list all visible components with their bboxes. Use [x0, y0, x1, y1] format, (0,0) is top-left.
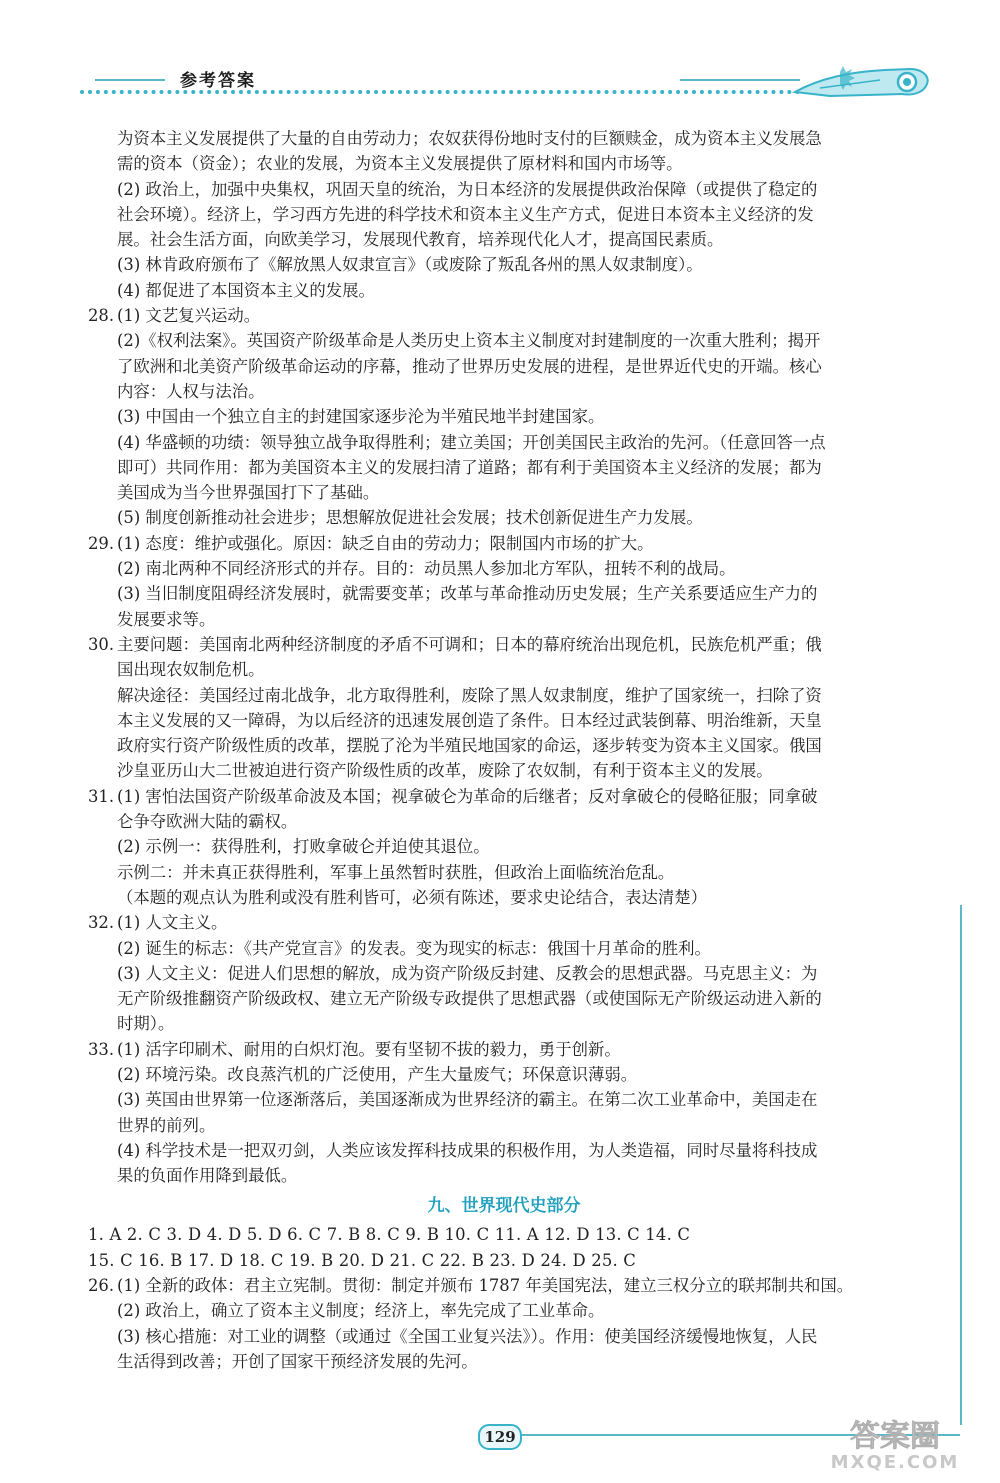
answer-text: (2) 政治上，加强中央集权，巩固天皇的统治，为日本经济的发展提供政治保障（或提供了稳定的	[117, 179, 818, 199]
answer-line	[88, 936, 920, 961]
answer-line	[88, 1163, 920, 1188]
answer-text: 国出现农奴制危机。	[117, 660, 265, 680]
answer-line	[88, 354, 920, 379]
answer-line	[88, 607, 920, 632]
answer-line	[88, 860, 920, 885]
answer-text: 政府实行资产阶级性质的改革，摆脱了沦为半殖民地国家的命运，逐步转变为资本主义国家。俄国	[117, 736, 822, 756]
answer-line	[88, 809, 920, 834]
answer-text: (2) 诞生的标志：《共产党宣言》的发表。变为现实的标志：俄国十月革命的胜利。	[117, 938, 711, 958]
answer-content	[88, 126, 920, 1374]
answer-text: 解决途径：美国经过南北战争，北方取得胜利，废除了黑人奴隶制度，维护了国家统一，扫除了资	[117, 685, 822, 705]
answer-line	[88, 480, 920, 505]
answer-text: (1) 文艺复兴运动。	[117, 306, 261, 326]
answer-text: 主要问题：美国南北两种经济制度的矛盾不可调和；日本的幕府统治出现危机，民族危机严重；俄	[117, 634, 822, 654]
question-number: 30.	[88, 634, 115, 654]
page-header	[70, 60, 930, 110]
answer-text: (3) 林肯政府颁布了《解放黑人奴隶宣言》（或废除了叛乱各州的黑人奴隶制度）。	[117, 255, 703, 275]
answer-text: (2) 示例一：获得胜利，打败拿破仑并迫使其退位。	[117, 837, 490, 857]
answer-text: (3) 英国由世界第一位逐渐落后，美国逐渐成为世界经济的霸主。在第二次工业革命中，美国走在	[117, 1090, 818, 1110]
answer-text: (5) 制度创新推动社会进步；思想解放促进社会发展；技术创新促进生产力发展。	[117, 508, 703, 528]
answer-line	[88, 758, 920, 783]
page-number: 129	[478, 1424, 522, 1450]
answer-text: (4) 都促进了本国资本主义的发展。	[117, 280, 375, 300]
answer-line	[88, 379, 920, 404]
answer-line	[88, 252, 920, 277]
answer-text: 仑争夺欧洲大陆的霸权。	[117, 812, 298, 832]
answer-text: (2) 南北两种不同经济形式的并存。目的：动员黑人参加北方军队，扭转不利的战局。	[117, 559, 736, 579]
answers-part-2	[88, 1273, 920, 1374]
header-rule-right	[680, 79, 800, 81]
answer-line	[88, 657, 920, 682]
header-title: 参考答案	[180, 71, 256, 91]
side-rule	[960, 905, 962, 1425]
header-rule-left	[95, 79, 165, 81]
answers-part-1	[88, 126, 920, 1188]
answer-text: 内容：人权与法治。	[117, 381, 265, 401]
watermark-bottom-text: MXQE.COM	[830, 1452, 960, 1472]
answer-text: 发展要求等。	[117, 609, 216, 629]
question-number: 31.	[88, 786, 115, 806]
answer-text: (3) 当旧制度阻碍经济发展时，就需要变革；改革与革命推动历史发展；生产关系要适应生产力的	[117, 584, 818, 604]
answer-text: 即可）共同作用：都为美国资本主义的发展扫清了道路；都有利于美国资本主义经济的发展；都为	[117, 457, 822, 477]
answer-text: 时期）。	[117, 1014, 175, 1034]
answer-text: (2) 政治上，确立了资本主义制度；经济上，率先完成了工业革命。	[117, 1301, 605, 1321]
choice-answer-line: 1. A 2. C 3. D 4. D 5. D 6. C 7. B 8. C 9. B 10. C 11. A 12. D 13. C 14. C	[88, 1225, 691, 1245]
answer-text: 本主义发展的又一障碍，为以后经济的迅速发展创造了条件。日本经过武装倒幕、明治维新，天皇	[117, 710, 822, 730]
question-number: 28.	[88, 306, 115, 326]
answer-line	[88, 202, 920, 227]
answer-text: (4) 华盛顿的功绩：领导独立战争取得胜利；建立美国；开创美国民主政治的先河。（任意回答一点	[117, 432, 826, 452]
answer-text: (2) 环境污染。改良蒸汽机的广泛使用，产生大量废气；环保意识薄弱。	[117, 1064, 638, 1084]
answer-line	[88, 885, 920, 910]
answer-line	[88, 1273, 920, 1298]
answer-line	[88, 834, 920, 859]
question-number: 26.	[88, 1276, 115, 1296]
answer-text: (1) 全新的政体：君主立宪制。贯彻：制定并颁布 1787 年美国宪法，建立三权分立的联邦制共和国。	[117, 1276, 854, 1296]
answer-line	[88, 1298, 920, 1323]
answer-line	[88, 1011, 920, 1036]
answer-line	[88, 1037, 920, 1062]
answer-line	[88, 986, 920, 1011]
answer-text: (3) 中国由一个独立自主的封建国家逐步沦为半殖民地半封建国家。	[117, 407, 605, 427]
watermark-top-text: 答案圈	[850, 1419, 940, 1454]
answer-line	[88, 733, 920, 758]
answer-text: (2)《权利法案》。英国资产阶级革命是人类历史上资本主义制度对封建制度的一次重大胜利；揭开	[117, 331, 821, 351]
answer-line	[88, 303, 920, 328]
answer-line	[88, 177, 920, 202]
answer-text: 果的负面作用降到最低。	[117, 1166, 298, 1186]
answer-text: 需的资本（资金）；农业的发展，为资本主义发展提供了原材料和国内市场等。	[117, 154, 683, 174]
answer-line	[88, 1349, 920, 1374]
answer-line	[88, 278, 920, 303]
answer-line	[88, 531, 920, 556]
answer-line	[88, 632, 920, 657]
answer-line	[88, 1113, 920, 1138]
question-number: 33.	[88, 1039, 115, 1059]
answer-text: 世界的前列。	[117, 1115, 216, 1135]
answer-line	[88, 910, 920, 935]
watermark-logo	[820, 1412, 970, 1472]
answer-text: 社会环境）。经济上，学习西方先进的科学技术和资本主义生产方式，促进日本资本主义经济的发	[117, 204, 814, 224]
answer-text: 无产阶级推翻资产阶级政权、建立无产阶级专政提供了思想武器（或使国际无产阶级运动进入新的	[117, 989, 822, 1009]
answer-line	[88, 505, 920, 530]
header-decoration-icon	[790, 60, 930, 105]
choice-answer-line: 15. C 16. B 17. D 18. C 19. B 20. D 21. C 22. B 23. D 24. D 25. C	[88, 1250, 637, 1270]
answer-line	[88, 556, 920, 581]
answer-line	[88, 708, 920, 733]
answer-line	[88, 784, 920, 809]
multiple-choice-answers	[88, 1222, 920, 1273]
answer-line	[88, 430, 920, 455]
answer-text: (1) 态度：维护或强化。原因：缺乏自由的劳动力；限制国内市场的扩大。	[117, 533, 654, 553]
answer-line	[88, 455, 920, 480]
answer-line	[88, 126, 920, 151]
answer-text: 美国成为当今世界强国打下了基础。	[117, 483, 380, 503]
answer-line	[88, 961, 920, 986]
answer-line	[88, 581, 920, 606]
answer-text: 了欧洲和北美资产阶级革命运动的序幕，推动了世界历史发展的进程，是世界近代史的开端。核心	[117, 356, 822, 376]
answer-text: 示例二：并未真正获得胜利，军事上虽然暂时获胜，但政治上面临统治危乱。	[117, 862, 675, 882]
answer-text: 展。社会生活方面，向欧美学习，发展现代教育，培养现代化人才，提高国民素质。	[117, 230, 724, 250]
answer-text: (1) 活字印刷术、耐用的白炽灯泡。要有坚韧不拔的毅力，勇于创新。	[117, 1039, 621, 1059]
answer-text: (3) 核心措施：对工业的调整（或通过《全国工业复兴法》）。作用：使美国经济缓慢地恢复，人民	[117, 1326, 818, 1346]
question-number: 29.	[88, 533, 115, 553]
answer-line	[88, 1087, 920, 1112]
answer-text: (1) 人文主义。	[117, 913, 228, 933]
answer-text: 生活得到改善；开创了国家干预经济发展的先河。	[117, 1351, 478, 1371]
answer-text: 为资本主义发展提供了大量的自由劳动力；农奴获得份地时支付的巨额赎金，成为资本主义发展急	[117, 129, 822, 148]
answer-line	[88, 683, 920, 708]
section-title: 九、世界现代史部分	[427, 1196, 581, 1217]
question-number: 32.	[88, 913, 115, 933]
answer-line	[88, 1324, 920, 1349]
answer-line	[88, 151, 920, 176]
answer-line	[88, 1138, 920, 1163]
answer-text: 沙皇亚历山大二世被迫进行资产阶级性质的改革，废除了农奴制，有利于资本主义的发展。	[117, 761, 773, 781]
header-dotted-band	[80, 90, 840, 99]
answer-text: (4) 科学技术是一把双刃剑，人类应该发挥科技成果的积极作用，为人类造福，同时尽量将科技成	[117, 1140, 818, 1160]
answer-line	[88, 1062, 920, 1087]
answer-text: (1) 害怕法国资产阶级革命波及本国；视拿破仑为革命的后继者；反对拿破仑的侵略征服；同拿破	[117, 786, 818, 806]
answer-text: (3) 人文主义：促进人们思想的解放，成为资产阶级反封建、反教会的思想武器。马克思主义：为	[117, 963, 818, 983]
answer-text: （本题的观点认为胜利或没有胜利皆可，必须有陈述，要求史论结合，表达清楚）	[117, 887, 708, 907]
answer-line	[88, 227, 920, 252]
answer-line	[88, 328, 920, 353]
answer-line	[88, 404, 920, 429]
